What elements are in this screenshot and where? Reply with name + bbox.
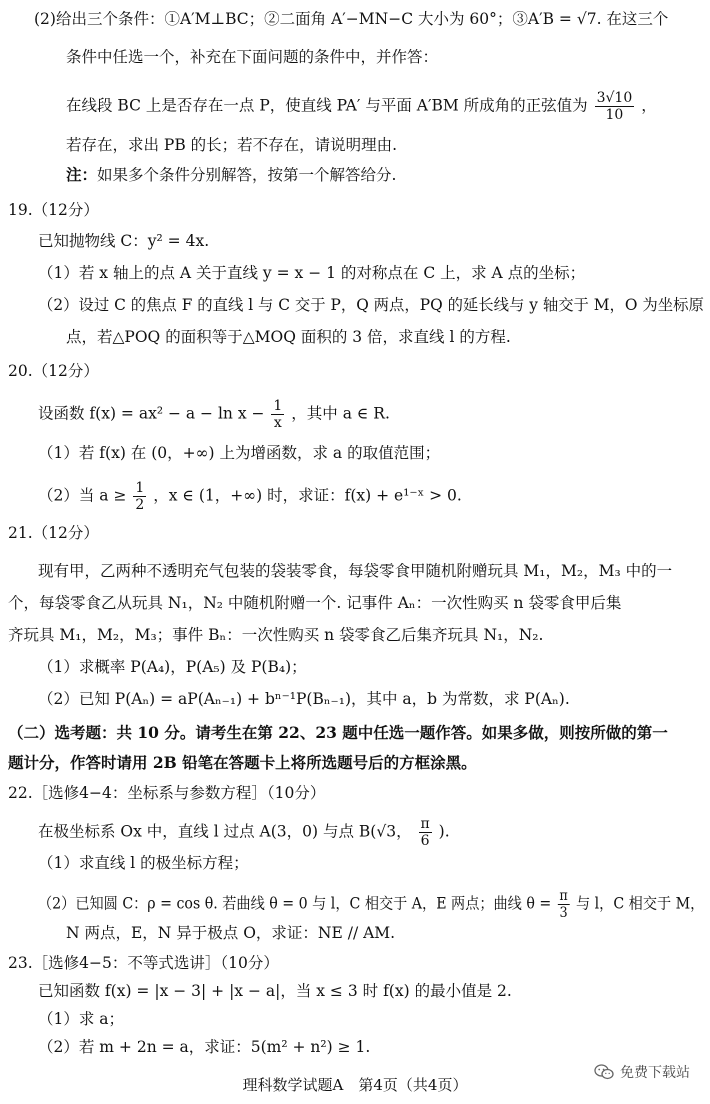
fraction-denominator: 2 [135,497,145,513]
q21-stem-line2: 个，每袋零食乙从玩具 N₁，N₂ 中随机附赠一个. 记事件 Aₙ：一次性购买 n 袋零食甲后集 [8,594,622,612]
q20-function: 设函数 f(x) = ax² − a − ln x − [38,404,265,423]
q22-stem-pre: 在极坐标系 Ox 中，直线 l 过点 A(3，0) 与点 B(√3， [38,822,412,841]
section2-instructions-line1: （二）选考题：共 10 分。请考生在第 22、23 题中任选一题作答。如果多做，则按所做的第一 [8,723,668,742]
fraction-denominator: 6 [420,833,430,849]
q22-stem [38,816,450,849]
fraction-numerator: π [559,888,568,904]
q18-part2-line2: 条件中任选一个，补充在下面问题的条件中，并作答： [66,48,439,66]
q21-heading: 21.（12分） [8,524,99,542]
q20-domain: ，其中 a ∈ R. [291,404,390,423]
q22-part2-line1 [38,888,704,921]
watermark [594,1062,690,1082]
q19-stem: 已知抛物线 C：y² = 4x. [38,232,210,250]
q23-part1: （1）求 a； [38,1010,125,1028]
fraction-numerator: 1 [273,398,283,414]
fraction-numerator: π [420,816,430,832]
fraction-numerator: 1 [135,480,145,496]
wechat-icon [594,1064,614,1080]
q22-part1: （1）求直线 l 的极坐标方程； [38,854,249,872]
q18-comma: ， [641,96,657,115]
fraction-denominator: 10 [605,107,624,123]
q19-part2-line2: 点，若△POQ 的面积等于△MOQ 面积的 3 倍，求直线 l 的方程. [66,328,511,346]
q22-stem-post: ). [438,822,450,841]
note-text: 如果多个条件分别解答，按第一个解答给分. [97,166,397,184]
one-half-fraction [133,480,146,513]
q23-stem: 已知函数 f(x) = |x − 3| + |x − a|，当 x ≤ 3 时 f(x) 的最小值是 2. [38,982,512,1000]
q19-part1: （1）若 x 轴上的点 A 关于直线 y = x − 1 的对称点在 C 上，求 A 点的坐标； [38,264,586,282]
sine-value-fraction [595,90,635,123]
q20-part2-post: ，x ∈ (1，+∞) 时，求证：f(x) + e¹⁻ˣ > 0. [153,486,462,505]
q18-note [66,164,396,186]
q23-heading: 23.［选修4−5：不等式选讲］（10分） [8,954,279,972]
pi-over-3-fraction [558,888,570,921]
q22-heading: 22.［选修4−4：坐标系与参数方程］（10分） [8,784,326,802]
watermark-text: 免费下载站 [620,1065,690,1081]
q20-part2-pre: （2）当 a ≥ [38,486,127,505]
q18-part2-line1: (2)给出三个条件：①A′M⊥BC；②二面角 A′−MN−C 大小为 60°；③A′B = √7. 在这三个 [34,10,669,28]
q18-part2-line4: 若存在，求出 PB 的长；若不存在，请说明理由. [66,136,398,154]
q21-part2: （2）已知 P(Aₙ) = aP(Aₙ₋₁) + bⁿ⁻¹P(Bₙ₋₁)，其中 a，b 为常数，求 P(Aₙ). [38,690,570,708]
q19-heading: 19.（12分） [8,201,99,219]
pi-over-6-fraction [419,816,432,849]
q18-question-text: 在线段 BC 上是否存在一点 P，使直线 PA′ 与平面 A′BM 所成角的正弦值为 [66,96,588,115]
fraction-denominator: 3 [559,905,568,921]
q20-stem [38,398,390,431]
q20-heading: 20.（12分） [8,362,99,380]
q22-part2-line2: N 两点，E，N 异于极点 O，求证：NE // AM. [66,924,396,942]
one-over-x-fraction [271,398,284,431]
q22-part2-pre: （2）已知圆 C：ρ = cos θ. 若曲线 θ = 0 与 l，C 相交于 A，E 两点；曲线 θ = [38,894,552,913]
note-label: 注： [66,165,98,184]
page-footer: 理科数学试题A 第4页（共4页） [242,1076,468,1094]
fraction-denominator: x [273,415,282,431]
q21-part1: （1）求概率 P(A₄)，P(A₅) 及 P(B₄)； [38,658,307,676]
q20-part2 [38,480,462,513]
q22-part2-post: 与 l，C 相交于 M， [575,894,705,913]
q21-stem-line3: 齐玩具 M₁，M₂，M₃；事件 Bₙ：一次性购买 n 袋零食乙后集齐玩具 N₁，N₂. [8,626,544,644]
q23-part2: （2）若 m + 2n = a，求证：5(m² + n²) ≥ 1. [38,1038,371,1056]
fraction-numerator: 3√10 [596,90,633,106]
q19-part2-line1: （2）设过 C 的焦点 F 的直线 l 与 C 交于 P，Q 两点，PQ 的延长线与 y 轴交于 M，O 为坐标原 [38,296,704,314]
q18-part2-line3 [66,90,657,123]
q21-stem-line1: 现有甲，乙两种不透明充气包装的袋装零食，每袋零食甲随机附赠玩具 M₁，M₂，M₃ 中的一 [38,562,673,580]
q20-part1: （1）若 f(x) 在 (0，+∞) 上为增函数，求 a 的取值范围； [38,444,441,462]
section2-instructions-line2: 题计分，作答时请用 2B 铅笔在答题卡上将所选题号后的方框涂黑。 [8,753,477,772]
